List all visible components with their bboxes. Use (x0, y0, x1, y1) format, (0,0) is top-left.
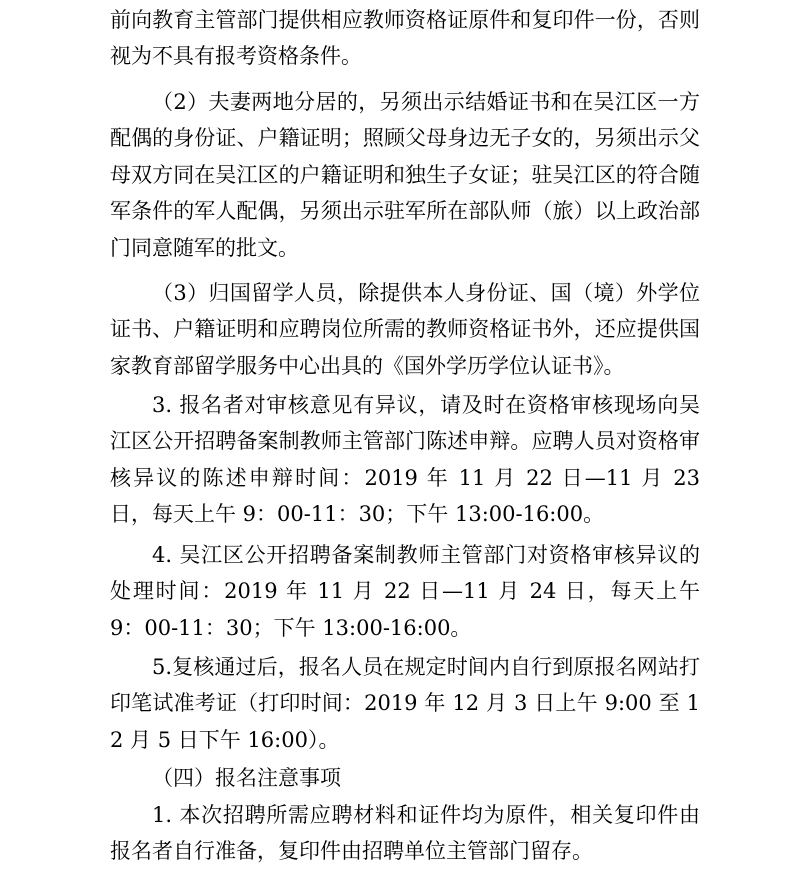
paragraph-item-3: （3）归国留学人员，除提供本人身份证、国（境）外学位证书、户籍证明和应聘岗位所需的教师资格证书外，还应提供国家教育部留学服务中心出具的《国外学历学位认证书》。 (110, 281, 700, 378)
paragraph-notes-1: 1. 本次招聘所需应聘材料和证件均为原件，相关复印件由报名者自行准备，复印件由招聘单位主管部门留存。 (110, 803, 700, 864)
paragraph-section-5: 5.复核通过后，报名人员在规定时间内自行到原报名网站打印笔试准考证（打印时间：2019 年 12 月 3 日上午 9:00 至 12 月 5 日下午 16:00）。 (110, 655, 700, 752)
section-heading-notes: （四）报名注意事项 (152, 766, 341, 790)
paragraph-section-3: 3. 报名者对审核意见有异议，请及时在资格审核现场向吴江区公开招聘备案制教师主管部门陈述申辩。应聘人员对资格审核异议的陈述申辩时间：2019 年 11 月 22 日—11 月 23 日，每天上午 9：00-11：30；下午 13:00-16:00。 (110, 393, 700, 527)
paragraph-section-4: 4. 吴江区公开招聘备案制教师主管部门对资格审核异议的处理时间：2019 年 11 月 22 日—11 月 24 日，每天上午 9：00-11：30；下午 13:00-16:00。 (110, 543, 700, 640)
paragraph-continuation: 前向教育主管部门提供相应教师资格证原件和复印件一份，否则视为不具有报考资格条件。 (110, 8, 700, 69)
paragraph-item-2: （2）夫妻两地分居的，另须出示结婚证书和在吴江区一方配偶的身份证、户籍证明；照顾父母身边无子女的，另须出示父母双方同在吴江区的户籍证明和独生子女证；驻吴江区的符合随军条件的军人配偶，另须出示驻军所在部队师（旅）以上政治部门同意随军的批文。 (110, 90, 700, 260)
